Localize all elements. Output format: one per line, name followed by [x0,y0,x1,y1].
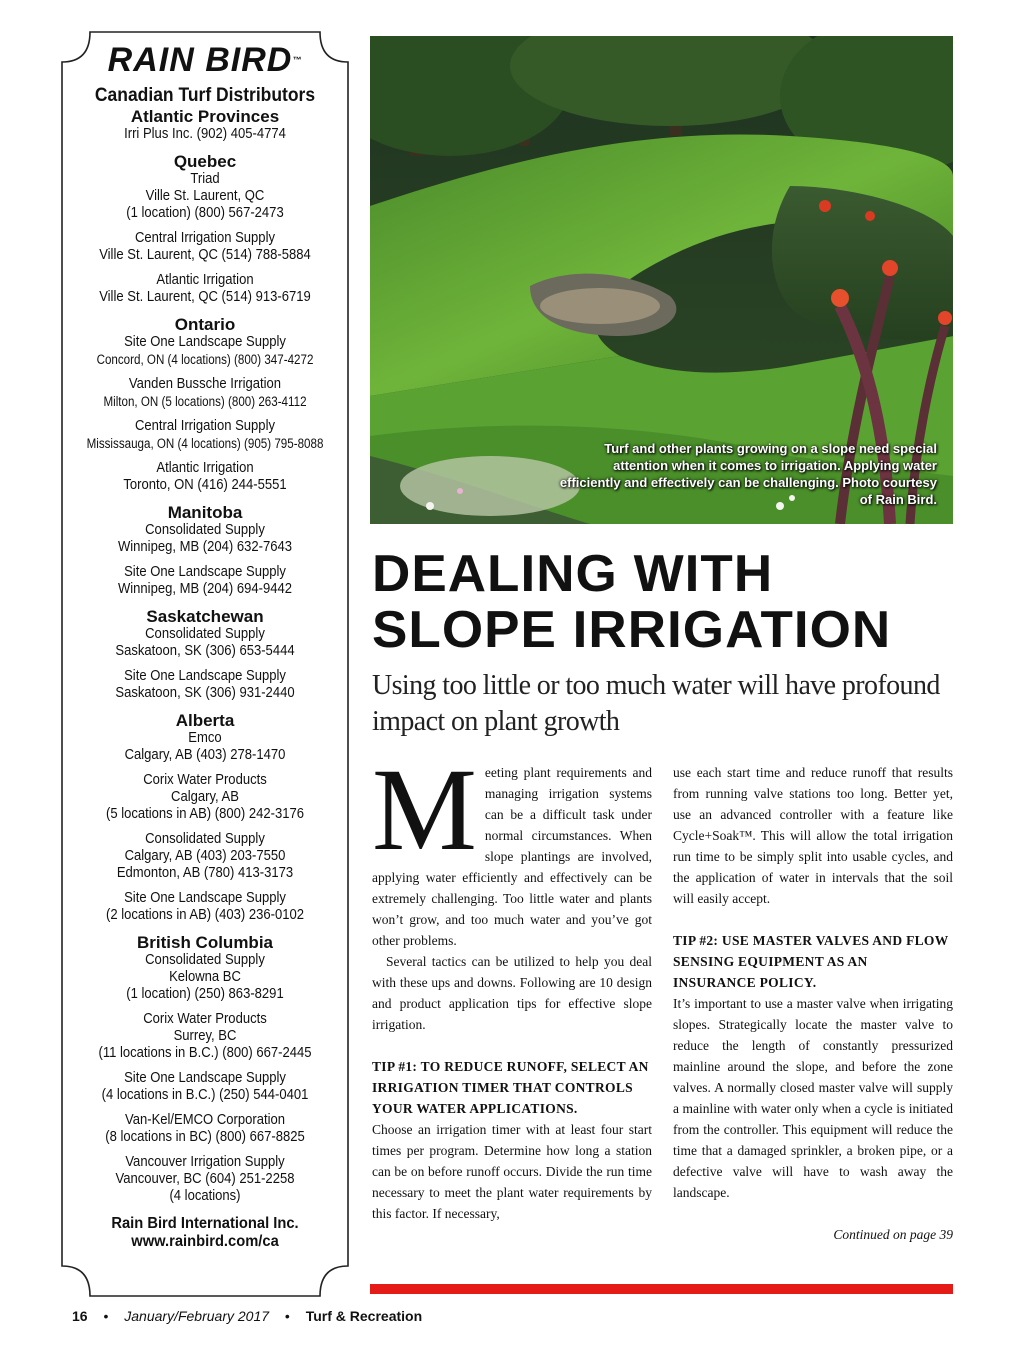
distributor-ad [60,30,350,1298]
region-heading: British Columbia [136,933,273,952]
distributor-entry [60,418,350,452]
distributor-name: Consolidated Supply [145,626,265,642]
article-subhead: Using too little or too much water will have profound impact on plant growth [372,670,940,737]
distributor-entry [60,460,350,494]
distributor-entry [60,230,350,264]
distributor-detail: (1 location) (250) 863-8291 [126,986,284,1002]
distributor-name: Atlantic Irrigation [156,272,254,288]
distributor-detail: Edmonton, AB (780) 413-3173 [116,865,294,881]
tip-1-continued: use each start time and reduce runoff that results from running valve stations too long. Better yet, use an advanced controller with a feature like Cycle+Soak™. This will allow the total irrigation run time to be simply split into usable cycles, and the application of water in intervals that the soil will easily accept. [673,765,953,906]
bullet-separator: • [103,1308,109,1324]
distributor-detail: (8 locations in BC) (800) 667-8825 [105,1129,305,1145]
distributor-name: Central Irrigation Supply [134,230,276,246]
distributor-detail: Saskatoon, SK (306) 653-5444 [115,643,295,659]
headline-line-1: DEALING WITH [372,545,774,603]
headline-line-2: SLOPE IRRIGATION [372,601,892,659]
distributor-name: Site One Landscape Supply [124,1070,286,1086]
bullet-separator: • [284,1308,290,1324]
region-heading: Atlantic Provinces [130,107,280,126]
photo-caption: Turf and other plants growing on a slope need special attention when it comes to irrigation. Applying water efficiently and effectively can be challenging. Photo courtesy of Rain Bird. [559,441,937,507]
distributor-name: Consolidated Supply [145,522,265,538]
region-heading: Manitoba [167,503,243,522]
article-headline [372,546,984,658]
distributor-entry [60,952,350,1003]
distributor-name: Consolidated Supply [145,831,265,847]
distributor-detail: Winnipeg, MB (204) 694-9442 [117,581,293,597]
distributor-entry [60,522,350,556]
tip-1-heading: TIP #1: TO REDUCE RUNOFF, SELECT AN IRRIGATION TIMER THAT CONTROLS YOUR WATER APPLICATIONS. [372,1059,649,1116]
distributor-detail: (2 locations in AB) (403) 236-0102 [105,907,305,923]
distributor-name: Triad [190,171,220,187]
distributor-entry [60,171,350,222]
region-heading: Quebec [173,152,237,171]
distributor-detail: Ville St. Laurent, QC (514) 913-6719 [99,289,311,305]
distributor-name: Emco [188,730,222,746]
region-heading: Alberta [175,711,235,730]
distributor-detail: Calgary, AB [171,789,239,805]
distributor-entry [60,890,350,924]
tip-1-body: Choose an irrigation timer with at least four start times per program. Determine how long a station can be on before runoff occurs. Divide the run time necessary to meet the plant water requirements by this factor. If necessary, [372,1122,652,1221]
distributor-name: Site One Landscape Supply [124,334,286,350]
distributor-detail: Surrey, BC [173,1028,237,1044]
distributor-detail: (11 locations in B.C.) (800) 667-2445 [98,1045,312,1061]
distributor-name: Corix Water Products [143,772,267,788]
distributor-detail: Concord, ON (4 locations) (800) 347-4272 [96,352,314,367]
intro-paragraph: eeting plant requirements and managing irrigation systems can be a difficult task under normal circumstances. When slope plantings are involved, applying water efficiently and effectively can be extremely challenging. Too little water and plants won’t grow, and too much water and you’ve got other problems. [372,765,652,948]
distributor-entry [60,626,350,660]
distributor-entry [60,334,350,368]
distributor-detail: Calgary, AB (403) 203-7550 [124,848,286,864]
red-divider [370,1284,953,1294]
distributor-detail: Mississauga, ON (4 locations) (905) 795-8088 [86,436,324,451]
distributor-entry [60,668,350,702]
distributor-name: Vanden Bussche Irrigation [128,376,282,392]
distributor-entry [60,126,350,143]
distributor-name: Vancouver Irrigation Supply [125,1154,285,1170]
magazine-name: Turf & Recreation [305,1308,423,1324]
tip-2-heading: TIP #2: USE MASTER VALVES AND FLOW SENSING EQUIPMENT AS AN INSURANCE POLICY. [673,933,949,990]
distributor-entry [60,730,350,764]
page-number: 16 [72,1308,88,1324]
distributor-detail: Winnipeg, MB (204) 632-7643 [117,539,293,555]
tip-2-body: It’s important to use a master valve when irrigating slopes. Strategically locate the master valve to reduce the length of constantly pressurized mainline around the slope, and before the zone valves. A normally closed master valve will supply a mainline with water only when a cycle is initiated from the controller. This equipment will reduce the time that a damaged sprinkler, a broken pipe, or a defective valve will have to wash away the landscape. [673,996,953,1200]
website-link[interactable]: www.rainbird.com/ca [131,1233,279,1250]
article-column-1 [372,744,652,1224]
drop-cap: M [372,744,477,875]
distributor-detail: Toronto, ON (416) 244-5551 [123,477,287,493]
article-column-2 [673,762,953,1245]
distributor-name: Van-Kel/EMCO Corporation [124,1112,286,1128]
distributors-title: Canadian Turf Distributors [94,85,316,106]
garden-slope-photo [370,36,953,524]
page-footer [72,1306,422,1326]
distributor-name: Central Irrigation Supply [134,418,276,434]
distributor-name: Irri Plus Inc. (902) 405-4774 [124,126,286,142]
continued-link[interactable]: Continued on page 39 [833,1227,953,1242]
distributor-detail: Milton, ON (5 locations) (800) 263-4112 [103,394,307,409]
distributor-name: Site One Landscape Supply [124,890,286,906]
distributor-detail: Vancouver, BC (604) 251-2258 [115,1171,295,1187]
distributor-entry [60,1070,350,1104]
distributor-entry [60,272,350,306]
intl-company-name: Rain Bird International Inc. [111,1215,299,1232]
distributor-detail: Kelowna BC [169,969,241,985]
distributor-name: Consolidated Supply [145,952,265,968]
region-heading: Saskatchewan [146,607,264,626]
distributor-name: Site One Landscape Supply [124,668,286,684]
distributor-detail: Calgary, AB (403) 278-1470 [124,747,286,763]
distributor-entry [60,772,350,823]
distributor-detail: (1 location) (800) 567-2473 [126,205,284,221]
region-list [60,108,350,1205]
distributor-entry [60,831,350,882]
distributor-detail: (5 locations in AB) (800) 242-3176 [105,806,305,822]
distributor-name: Atlantic Irrigation [156,460,254,476]
distributor-detail: (4 locations) [169,1188,241,1204]
distributor-detail: Ville St. Laurent, QC (514) 788-5884 [99,247,311,263]
distributor-detail: Ville St. Laurent, QC [145,188,265,204]
distributor-name: Corix Water Products [143,1011,267,1027]
distributor-entry [60,1112,350,1146]
region-heading: Ontario [174,315,236,334]
distributor-entry [60,1154,350,1205]
distributor-entry [60,564,350,598]
tactics-paragraph: Several tactics can be utilized to help you deal with these ups and downs. Following are 10 design and product application tips for effective slope irrigation. [372,954,652,1032]
issue-date: January/February 2017 [124,1308,270,1324]
distributor-entry [60,1011,350,1062]
distributor-entry [60,376,350,410]
distributor-name: Site One Landscape Supply [124,564,286,580]
distributor-detail: (4 locations in B.C.) (250) 544-0401 [101,1087,309,1103]
distributor-detail: Saskatoon, SK (306) 931-2440 [115,685,295,701]
rain-bird-logo: RAIN BIRD™ [107,41,303,79]
